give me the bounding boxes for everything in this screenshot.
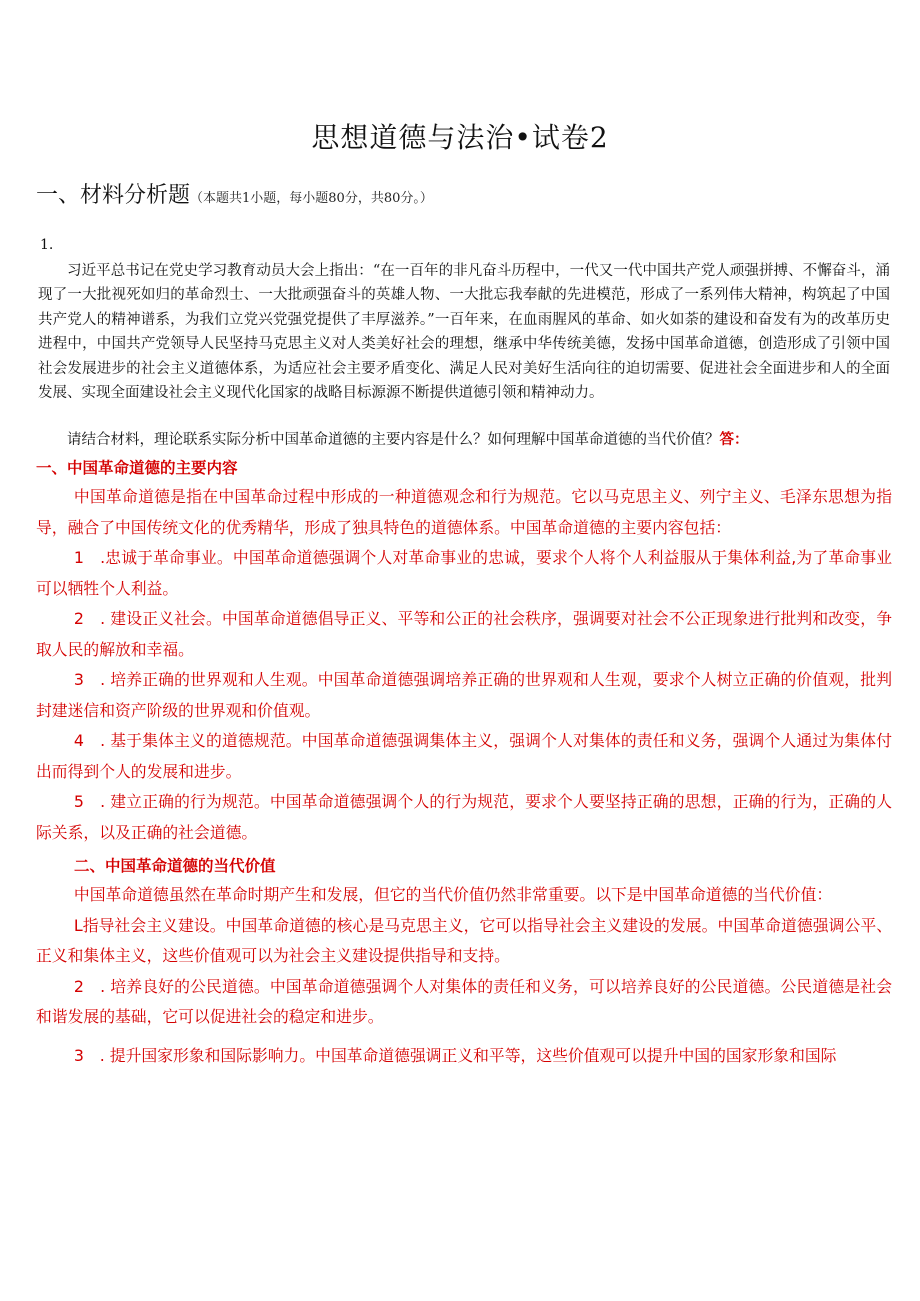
section-score-note: （本题共1小题，每小题80分，共80分。） [190,191,433,206]
question-material: 习近平总书记在党史学习教育动员大会上指出：“在一百年的非凡奋斗历程中，一代又一代中国共产党人顽强拼搏、不懈奋斗，涌现了一大批视死如归的革命烈士、一大批顽强奋斗的英雄人物、一大批忘我奉献的先进模范，形成了一系列伟大精神，构筑起了中国共产党人的精神谱系，为我们立党兴党强党提供了丰厚滋养。”一百年来，在血雨腥风的革命、如火如荼的建设和奋发有为的改革历史进程中，中国共产党领导人民坚持马克思主义对人类美好社会的理想，继承中华传统美德，发扬中国革命道德，创造形成了引领中国社会发展进步的社会主义道德体系，为适应社会主要矛盾变化、满足人民对美好生活向往的迫切需要、促进社会全面进步和人的全面发展、实现全面建设社会主义现代化国家的战略目标源源不断提供道德引领和精神动力。 [38,263,890,402]
answer-part2-item: 3 . 提升国家形象和国际影响力。中国革命道德强调正义和平等，这些价值观可以提升中国的国家形象和国际 [73,1045,837,1065]
answer-part1-item: 1 .忠诚于革命事业。中国革命道德强调个人对革命事业的忠诚，要求个人将个人利益服从于集体利益,为了革命事业可以牺牲个人利益。 [36,548,892,598]
answer-part1-item: 5 . 建立正确的行为规范。中国革命道德强调个人的行为规范，要求个人要坚持正确的思想，正确的行为，正确的人际关系，以及正确的社会道德。 [36,792,892,842]
question-prompt-text: 请结合材料，理论联系实际分析中国革命道德的主要内容是什么？如何理解中国革命道德的当代价值？ [67,432,720,448]
document-title: 思想道德与法治•试卷2 [311,121,609,154]
answer-part2-item: 2 . 培养良好的公民道德。中国革命道德强调个人对集体的责任和义务，可以培养良好的公民道德。公民道德是社会和谐发展的基础，它可以促进社会的稳定和进步。 [36,976,892,1026]
answer-body [36,454,892,1071]
answer-part1-item: 4 . 基于集体主义的道德规范。中国革命道德强调集体主义，强调个人对集体的责任和义务，强调个人通过为集体付出而得到个人的发展和进步。 [36,731,892,781]
section-heading-text: 一、材料分析题 [36,183,191,208]
answer-part1-item: 3 . 培养正确的世界观和人生观。中国革命道德强调培养正确的世界观和人生观，要求个人树立正确的价值观，批判封建迷信和资产阶级的世界观和价值观。 [36,670,892,720]
answer-part2-heading: 二、中国革命道德的当代价值 [74,857,276,875]
question-number: 1. [40,237,54,253]
question-prompt [38,428,890,452]
section-heading [36,178,433,209]
answer-label: 答： [719,432,749,448]
answer-part1-intro: 中国革命道德是指在中国革命过程中形成的一种道德观念和行为规范。它以马克思主义、列宁主义、毛泽东思想为指导，融合了中国传统文化的优秀精华，形成了独具特色的道德体系。中国革命道德的主要内容包括： [36,487,892,537]
answer-part2-intro: 中国革命道德虽然在革命时期产生和发展，但它的当代价值仍然非常重要。以下是中国革命道德的当代价值： [73,885,833,904]
paragraph-gap [36,1033,892,1041]
answer-part2-item: L指导社会主义建设。中国革命道德的核心是马克思主义，它可以指导社会主义建设的发展。中国革命道德强调公平、正义和集体主义，这些价值观可以为社会主义建设提供指导和支持。 [36,915,892,965]
answer-part1-item: 2 . 建设正义社会。中国革命道德倡导正义、平等和公正的社会秩序，强调要对社会不公正现象进行批判和改变，争取人民的解放和幸福。 [36,609,892,659]
answer-part1-heading: 一、中国革命道德的主要内容 [36,459,238,477]
